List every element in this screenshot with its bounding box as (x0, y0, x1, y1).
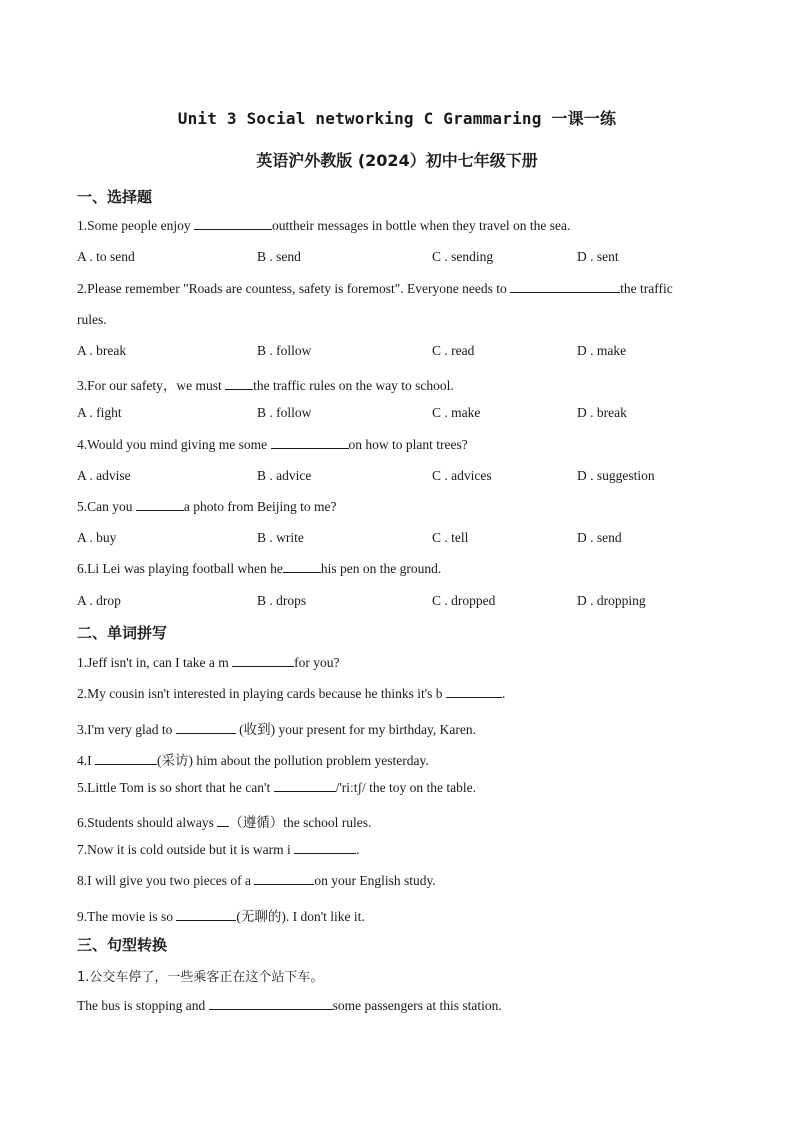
answer-blank[interactable] (283, 561, 321, 573)
question-text: on your English study. (314, 873, 436, 888)
spelling-question-4 (77, 749, 429, 769)
question-3 (77, 374, 454, 394)
options-row-5 (0, 530, 794, 548)
answer-blank[interactable] (274, 780, 336, 792)
question-text: 1.Some people enjoy (77, 218, 194, 233)
question-text: . (501, 686, 506, 701)
answer-blank[interactable] (136, 499, 184, 511)
answer-blank[interactable] (510, 281, 620, 293)
option-a[interactable]: A . break (77, 343, 127, 358)
option-c[interactable]: C . read (432, 343, 475, 358)
question-text: 9.The movie is so (77, 909, 177, 924)
question-text: 6.Students should always (77, 815, 218, 830)
section-heading-spelling: 二、单词拼写 (77, 624, 168, 642)
options-row-4 (0, 468, 794, 486)
question-text: outtheir messages in bottle when they travel on the sea. (271, 218, 571, 233)
question-text: 8.I will give you two pieces of a (77, 873, 255, 888)
option-b[interactable]: B . write (257, 530, 304, 545)
question-text: the traffic rules on the way to school. (253, 378, 454, 393)
spelling-question-2 (77, 686, 505, 702)
option-b[interactable]: B . follow (257, 343, 312, 358)
question-text: 4.Would you mind giving me some (77, 437, 271, 452)
question-text: some passengers at this station. (332, 998, 502, 1013)
question-text: 3.For our safety，we must (77, 378, 226, 393)
question-text: （遵循）the school rules. (229, 815, 372, 830)
answer-blank[interactable] (232, 655, 294, 667)
option-d[interactable]: D . suggestion (577, 468, 655, 483)
answer-blank[interactable] (176, 722, 236, 734)
option-d[interactable]: D . make (577, 343, 627, 358)
answer-blank[interactable] (194, 218, 272, 230)
option-a[interactable]: A . drop (77, 593, 121, 608)
options-row-2 (0, 343, 794, 361)
spelling-question-3 (77, 718, 476, 738)
spelling-question-1 (77, 655, 340, 671)
question-text: a photo from Beijing to me? (183, 499, 337, 514)
question-text: 5.Can you (77, 499, 136, 514)
question-text: his pen on the ground. (320, 561, 442, 576)
answer-blank[interactable] (209, 998, 333, 1010)
question-4 (77, 437, 468, 453)
spelling-question-9 (77, 905, 365, 925)
answer-blank[interactable] (294, 842, 356, 854)
answer-blank[interactable] (254, 873, 314, 885)
answer-blank[interactable] (176, 909, 236, 921)
option-b[interactable]: B . drops (257, 593, 307, 608)
spelling-question-7 (77, 842, 360, 858)
question-2 (77, 281, 673, 297)
question-text: 6.Li Lei was playing football when he (77, 561, 283, 576)
option-c[interactable]: C . dropped (432, 593, 496, 608)
options-row-1 (0, 249, 794, 267)
transform-question-1-chinese: 1.公交车停了，一些乘客正在这个站下车。 (77, 970, 324, 985)
question-1 (77, 218, 570, 234)
options-row-3 (0, 405, 794, 423)
question-text: (采访) him about the pollution problem yesterday. (157, 753, 429, 768)
answer-blank[interactable] (225, 378, 253, 390)
option-c[interactable]: C . make (432, 405, 481, 420)
page-subtitle: 英语沪外教版 (2024）初中七年级下册 (256, 151, 538, 170)
section-heading-multiple-choice: 一、选择题 (77, 188, 153, 206)
question-text: 7.Now it is cold outside but it is warm i (77, 842, 295, 857)
question-text: on how to plant trees? (348, 437, 468, 452)
option-d[interactable]: D . send (577, 530, 622, 545)
question-text: 5.Little Tom is so short that he can't (77, 780, 274, 795)
option-c[interactable]: C . tell (432, 530, 469, 545)
spelling-question-6 (77, 811, 371, 831)
option-a[interactable]: A . fight (77, 405, 122, 420)
option-d[interactable]: D . dropping (577, 593, 646, 608)
page-title: Unit 3 Social networking C Grammaring 一课一练 (177, 109, 617, 128)
option-d[interactable]: D . break (577, 405, 627, 420)
question-text: the traffic (620, 281, 673, 296)
answer-blank[interactable] (95, 753, 157, 765)
question-text: for you? (294, 655, 340, 670)
spelling-question-8 (77, 873, 436, 889)
question-text: . (356, 842, 360, 857)
options-row-6 (0, 593, 794, 611)
option-b[interactable]: B . advice (257, 468, 312, 483)
question-text: The bus is stopping and (77, 998, 209, 1013)
question-text: 2.My cousin isn't interested in playing cards because he thinks it's b (77, 686, 446, 701)
answer-blank[interactable] (217, 815, 229, 827)
answer-blank[interactable] (271, 437, 349, 449)
option-a[interactable]: A . to send (77, 249, 135, 264)
answer-blank[interactable] (446, 686, 502, 698)
option-c[interactable]: C . advices (432, 468, 492, 483)
section-heading-transform: 三、句型转换 (77, 936, 168, 954)
option-d[interactable]: D . sent (577, 249, 619, 264)
question-5 (77, 499, 336, 515)
question-text: 3.I'm very glad to (77, 722, 176, 737)
transform-question-1 (77, 998, 502, 1014)
question-text: (收到) your present for my birthday, Karen. (235, 722, 476, 737)
question-text: (无聊的). I don't like it. (236, 909, 365, 924)
question-6 (77, 561, 441, 577)
question-text: 1.Jeff isn't in, can I take a m (77, 655, 233, 670)
option-b[interactable]: B . send (257, 249, 301, 264)
question-text: /'riːtʃ/ the toy on the table. (335, 780, 476, 795)
option-b[interactable]: B . follow (257, 405, 312, 420)
question-text: 2.Please remember "Roads are countess, safety is foremost". Everyone needs to (77, 281, 511, 296)
option-a[interactable]: A . advise (77, 468, 131, 483)
option-c[interactable]: C . sending (432, 249, 494, 264)
option-a[interactable]: A . buy (77, 530, 117, 545)
question-text: 4.I (77, 753, 95, 768)
spelling-question-5 (77, 780, 476, 796)
question-2-continuation: rules. (77, 312, 107, 327)
